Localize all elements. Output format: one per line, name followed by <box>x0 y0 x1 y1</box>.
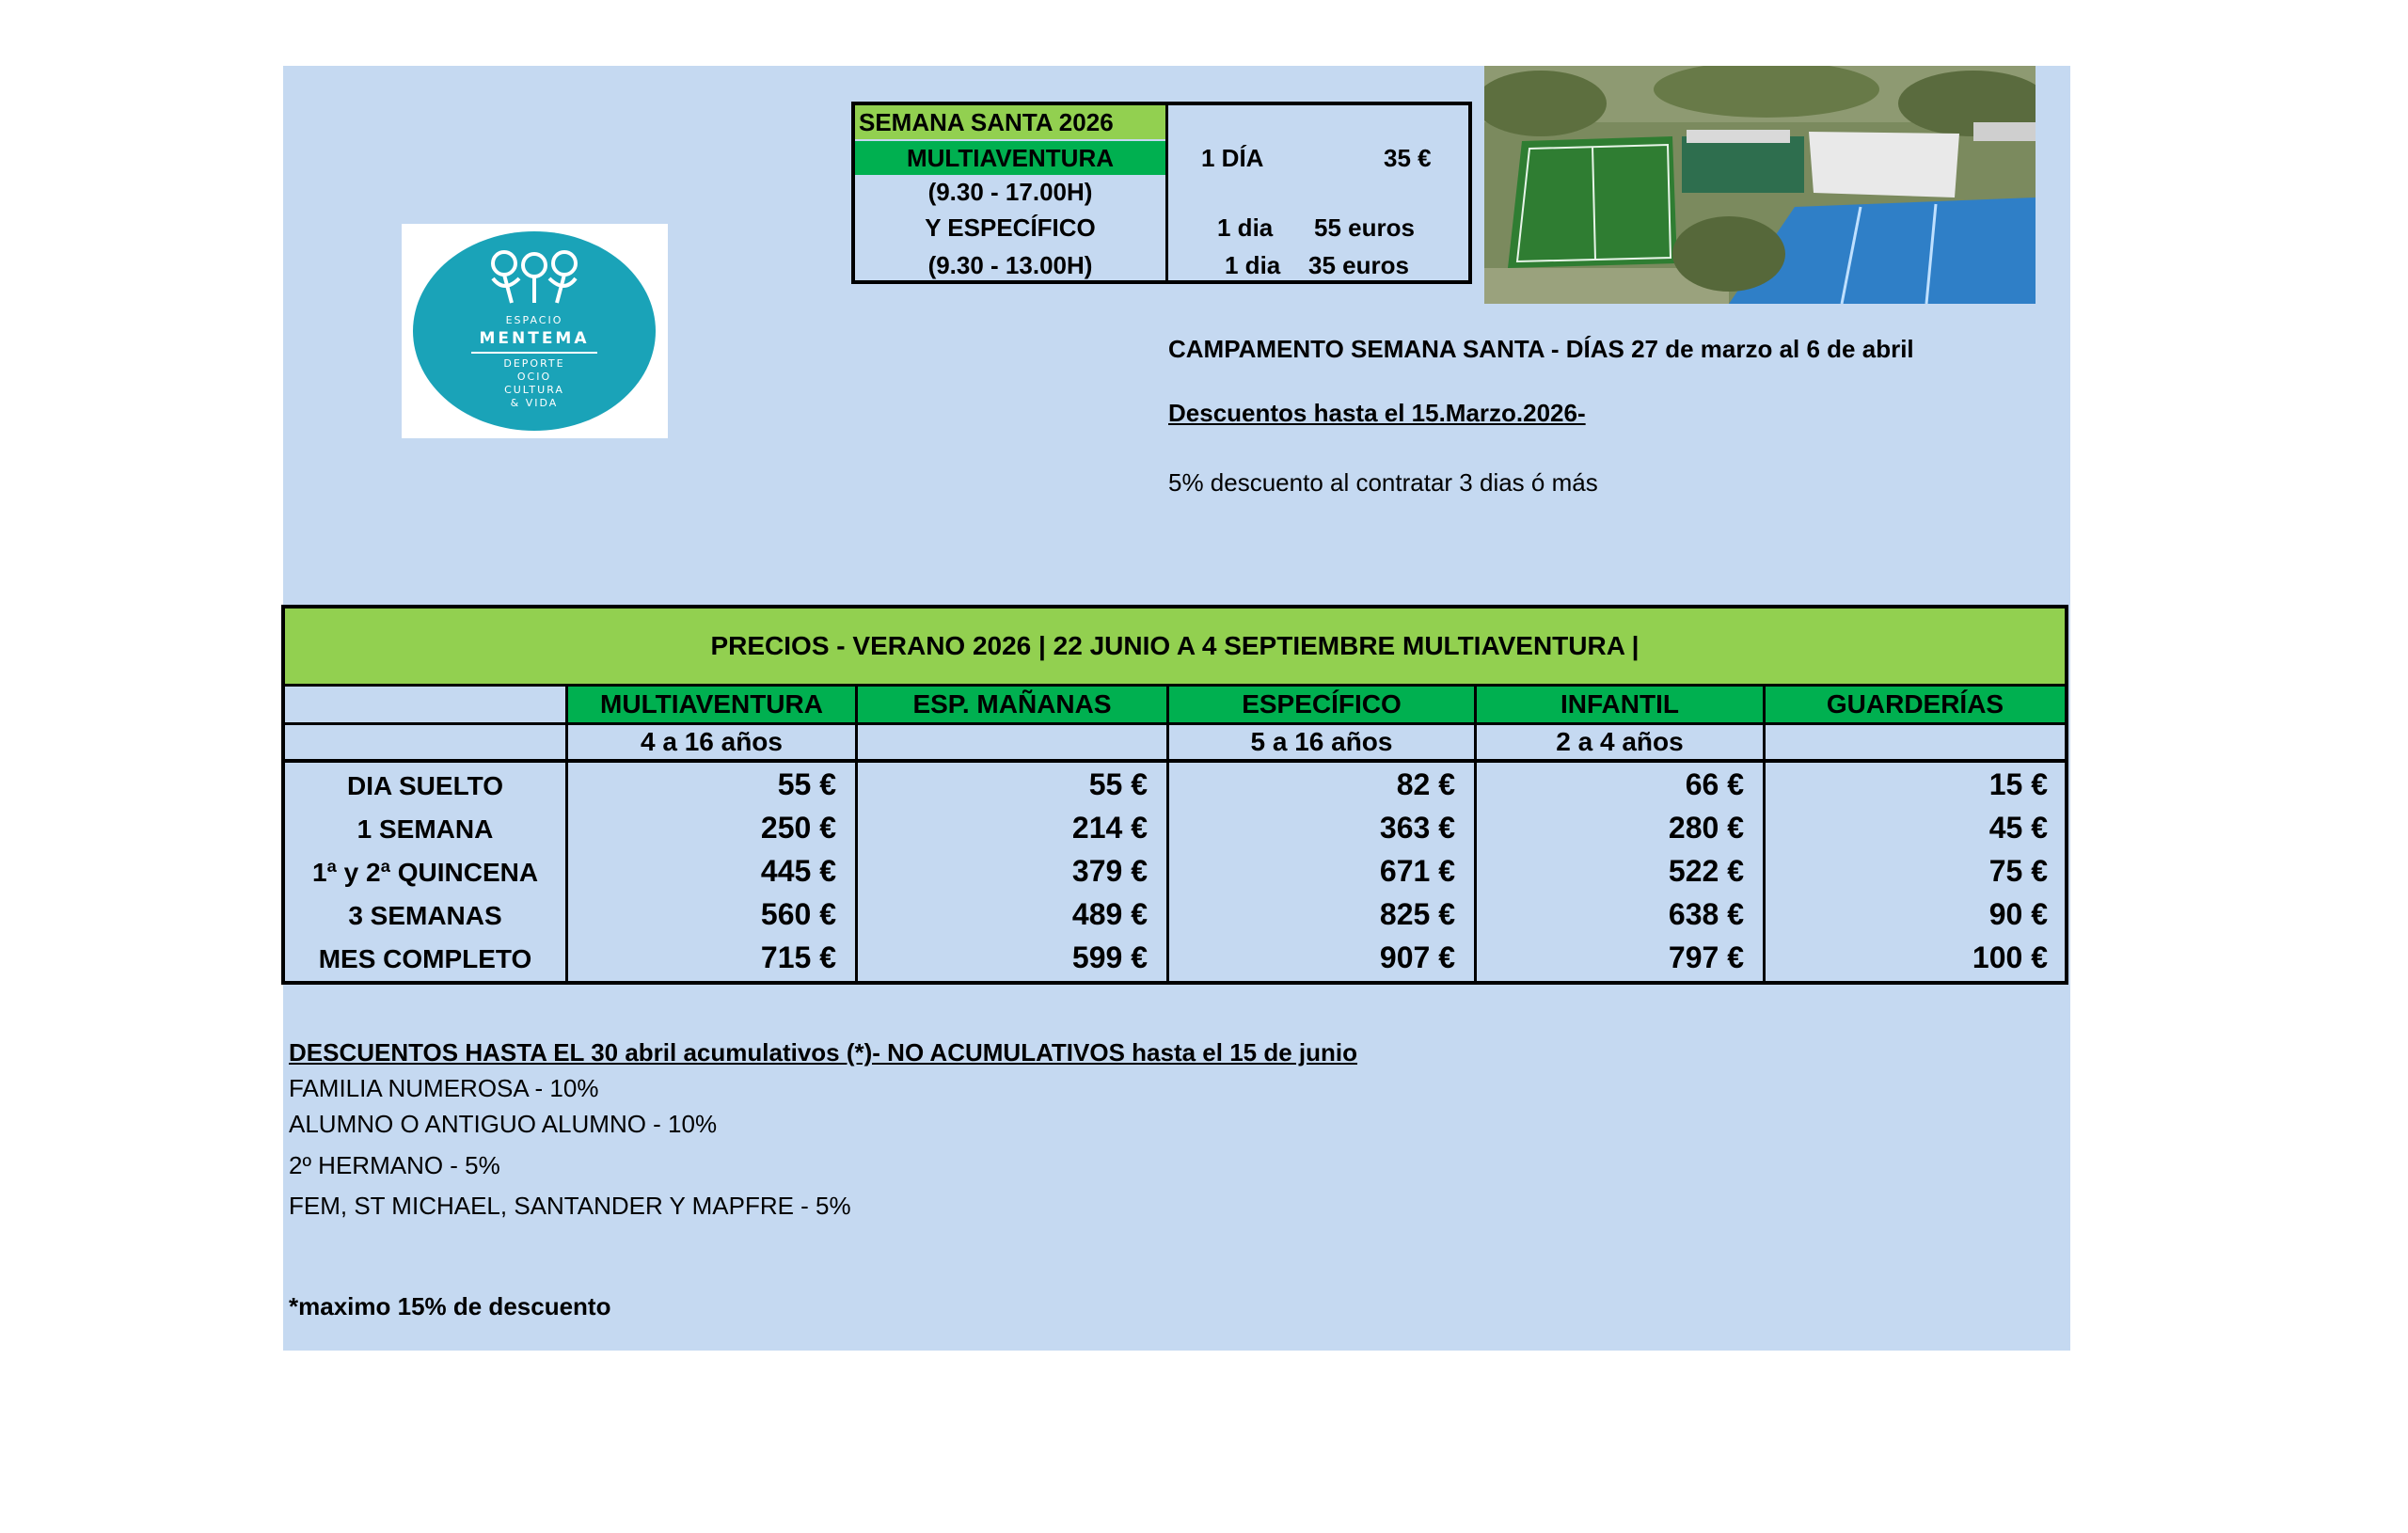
logo-text-cultura: CULTURA <box>504 384 564 396</box>
semana-santa-program-especifico: Y ESPECÍFICO <box>925 213 1096 242</box>
descuentos-hasta: Descuentos hasta el 15.Marzo.2026- <box>1168 399 1586 427</box>
logo-circle <box>413 231 656 431</box>
col-age-esp-mananas <box>858 725 1166 763</box>
price-cell: 55 € <box>1088 767 1148 801</box>
price-cell: 363 € <box>1379 811 1455 845</box>
discount-item: ALUMNO O ANTIGUO ALUMNO - 10% <box>289 1110 718 1138</box>
col-head-infantil: INFANTIL <box>1477 687 1763 725</box>
col-age-multiaventura: 4 a 16 años <box>568 725 855 763</box>
semana-santa-r3-day: 1 dia <box>1225 251 1281 279</box>
price-cell: 599 € <box>1071 940 1148 974</box>
semana-santa-table <box>851 102 1472 284</box>
price-cell: 671 € <box>1379 854 1455 888</box>
row-label-1-semana: 1 SEMANA <box>356 814 494 844</box>
descuento-5-percent: 5% descuento al contratar 3 dias ó más <box>1168 468 1598 497</box>
col-head-multiaventura: MULTIAVENTURA <box>568 687 855 725</box>
price-cell: 45 € <box>1988 811 2048 845</box>
col-head-esp-mananas: ESP. MAÑANAS <box>858 687 1166 725</box>
price-cell: 379 € <box>1071 854 1148 888</box>
logo-espacio-mentema <box>402 224 668 438</box>
price-cell: 82 € <box>1396 767 1455 801</box>
logo-text-vida: & VIDA <box>510 397 559 409</box>
price-cell: 560 € <box>760 897 836 931</box>
logo-text-ocio: OCIO <box>516 371 552 383</box>
row-label-3-semanas: 3 SEMANAS <box>348 901 502 930</box>
price-cell: 55 € <box>777 767 836 801</box>
col-age-infantil: 2 a 4 años <box>1477 725 1763 763</box>
row-label-mes-completo: MES COMPLETO <box>318 944 532 973</box>
semana-santa-r2-price: 55 euros <box>1314 213 1415 242</box>
price-cell: 445 € <box>760 854 836 888</box>
col-age-especifico: 5 a 16 años <box>1169 725 1474 763</box>
price-cell: 715 € <box>760 940 836 974</box>
aerial-photo-illustration <box>1484 66 2036 304</box>
price-cell: 489 € <box>1071 897 1148 931</box>
price-cell: 825 € <box>1379 897 1455 931</box>
col-head-especifico: ESPECÍFICO <box>1169 687 1474 725</box>
price-table-title: PRECIOS - VERANO 2026 | 22 JUNIO A 4 SEPTIEMBRE MULTIAVENTURA | <box>285 608 2065 687</box>
trees-icon <box>413 246 656 312</box>
row-label-dia-suelto: DIA SUELTO <box>347 771 503 800</box>
col-head-empty <box>285 687 565 725</box>
max-discount-footnote: *maximo 15% de descuento <box>289 1292 611 1320</box>
price-cell: 280 € <box>1668 811 1744 845</box>
col-age-guarderias <box>1766 725 2065 763</box>
price-cell: 522 € <box>1668 854 1744 888</box>
discount-item: FEM, ST MICHAEL, SANTANDER Y MAPFRE - 5% <box>289 1192 851 1220</box>
discounts-heading: DESCUENTOS HASTA EL 30 abril acumulativos (*)- NO ACUMULATIVOS hasta el 15 de junio <box>289 1038 1358 1067</box>
price-cell: 75 € <box>1988 854 2048 888</box>
campamento-dates: CAMPAMENTO SEMANA SANTA - DÍAS 27 de marzo al 6 de abril <box>1168 335 1914 363</box>
price-cell: 15 € <box>1988 767 2048 801</box>
price-cell: 90 € <box>1988 897 2048 931</box>
price-cell: 797 € <box>1668 940 1744 974</box>
semana-santa-program-multiaventura: MULTIAVENTURA <box>855 141 1165 175</box>
aerial-photo-sports-facilities <box>1484 66 2036 304</box>
semana-santa-r1-day: 1 DÍA <box>1201 144 1264 172</box>
discount-item: 2º HERMANO - 5% <box>289 1151 500 1179</box>
semana-santa-r1-price: 35 € <box>1384 144 1432 172</box>
logo-text-espacio: ESPACIO <box>505 314 563 326</box>
price-cell: 100 € <box>1972 940 2048 974</box>
semana-santa-hours-2: (9.30 - 13.00H) <box>927 251 1093 279</box>
row-label-quincena: 1ª y 2ª QUINCENA <box>311 858 539 887</box>
price-cell: 250 € <box>760 811 836 845</box>
semana-santa-hours-1: (9.30 - 17.00H) <box>927 178 1093 206</box>
price-cell: 907 € <box>1379 940 1455 974</box>
price-cell: 214 € <box>1071 811 1148 845</box>
price-cell: 638 € <box>1668 897 1744 931</box>
price-cell: 66 € <box>1685 767 1744 801</box>
discount-item: FAMILIA NUMEROSA - 10% <box>289 1074 599 1102</box>
col-sub-empty <box>285 725 565 763</box>
semana-santa-title: SEMANA SANTA 2026 <box>855 105 1165 139</box>
logo-text-mentema: MENTEMA <box>479 329 590 348</box>
logo-text-deporte: DEPORTE <box>503 357 565 370</box>
semana-santa-programs <box>855 105 1168 280</box>
logo-divider <box>471 352 597 354</box>
semana-santa-r2-day: 1 dia <box>1217 213 1274 242</box>
col-head-guarderias: GUARDERÍAS <box>1766 687 2065 725</box>
summer-price-table <box>281 605 2068 985</box>
semana-santa-r3-price: 35 euros <box>1308 251 1409 279</box>
